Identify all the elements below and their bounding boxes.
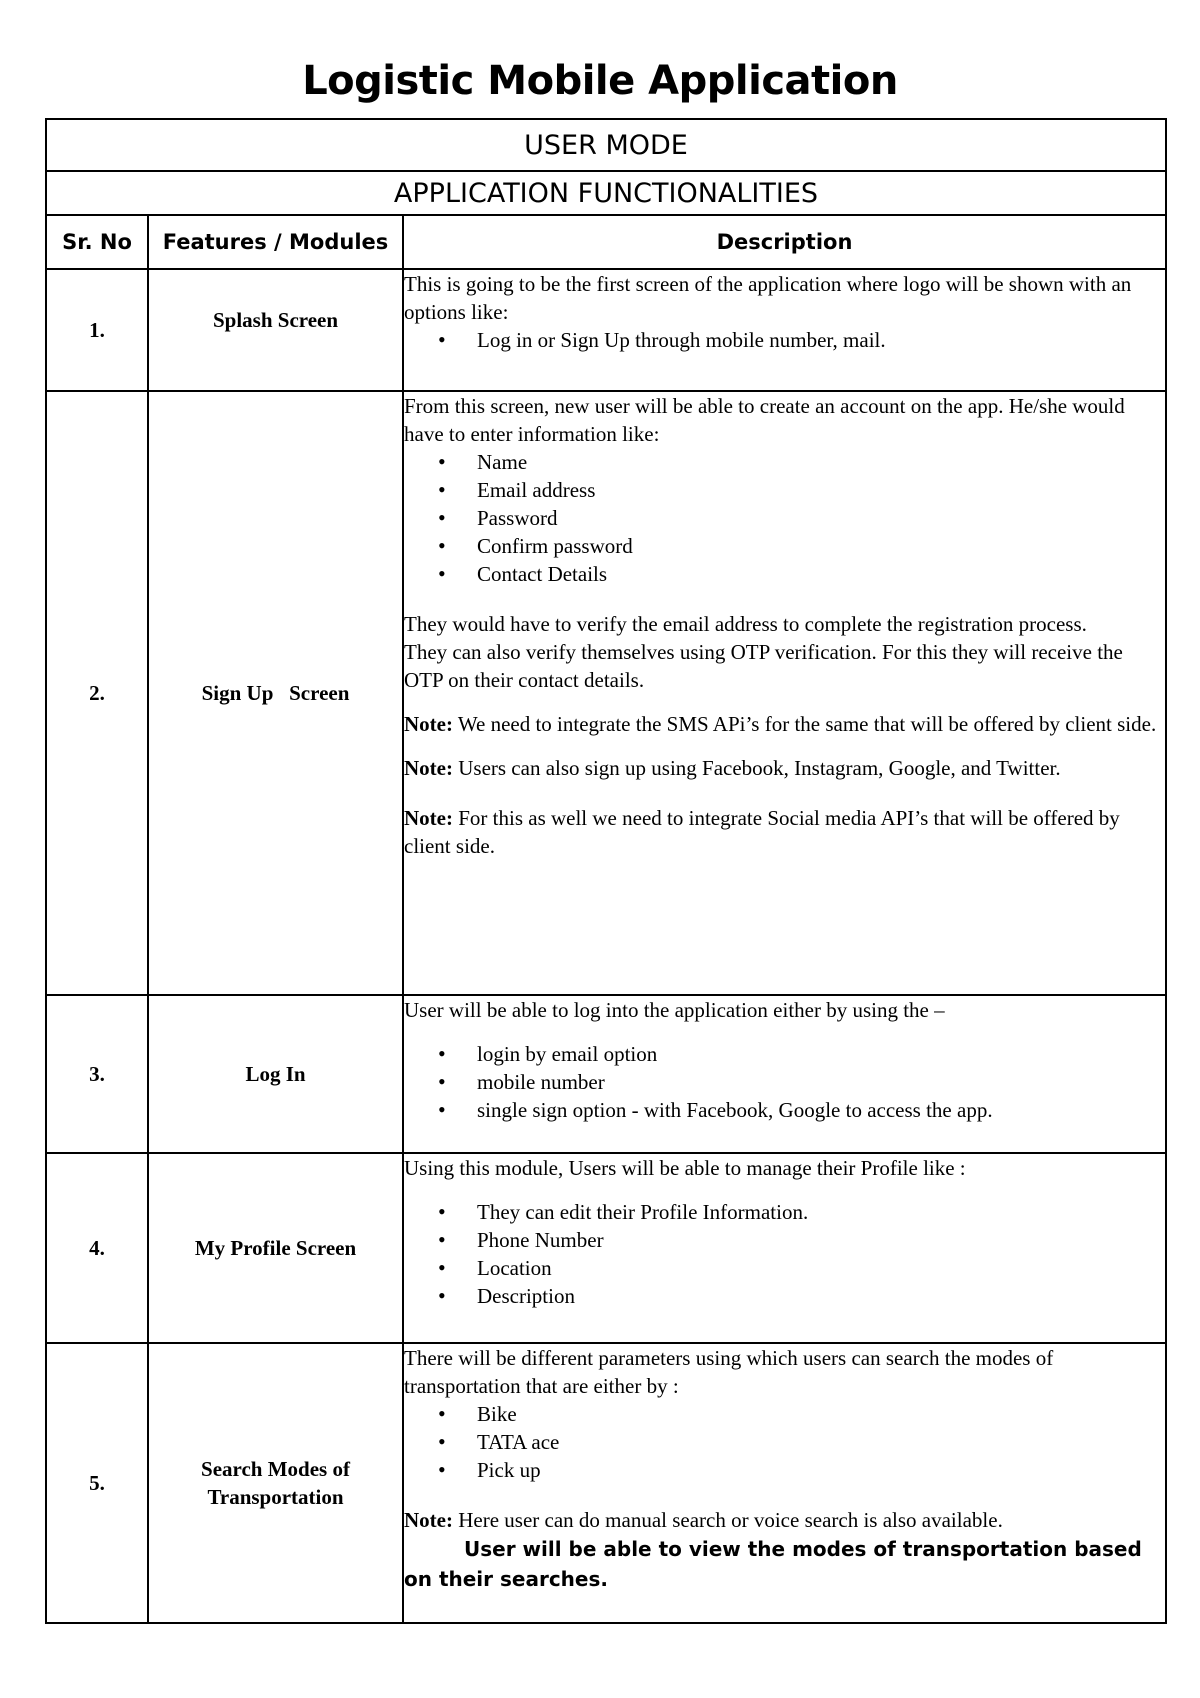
bullet-list [404, 1040, 1165, 1124]
bullet-list [404, 1198, 1165, 1310]
list-item: • Bike [404, 1400, 1165, 1428]
bullet-list [404, 1400, 1165, 1484]
table-row [46, 391, 1166, 995]
note-paragraph [404, 710, 1165, 738]
list-item: • mobile number [404, 1068, 1165, 1096]
note-paragraph [404, 754, 1165, 782]
row-number: 5. [46, 1343, 148, 1623]
feature-name [148, 269, 403, 391]
note-text: Users can also sign up using Facebook, Instagram, Google, and Twitter. [452, 756, 1061, 780]
table-row [46, 1343, 1166, 1623]
description-cell [403, 1153, 1166, 1343]
note-label: Note: [404, 756, 453, 780]
table-row [46, 1153, 1166, 1343]
note-text: We need to integrate the SMS APi’s for the same that will be offered by client side. [452, 712, 1157, 736]
description-intro: There will be different parameters using which users can search the modes of transportation that are either by : [404, 1346, 1054, 1398]
feature-name [148, 1153, 403, 1343]
list-item: • Email address [404, 476, 1165, 504]
row-number: 1. [46, 269, 148, 391]
list-item: • login by email option [404, 1040, 1165, 1068]
column-header-sr: Sr. No [46, 215, 148, 269]
feature-name [148, 995, 403, 1153]
bold-summary: User will be able to view the modes of transportation based on their searches. [404, 1537, 1142, 1591]
list-item: • Name [404, 448, 1165, 476]
row-number: 4. [46, 1153, 148, 1343]
list-item: • single sign option - with Facebook, Google to access the app. [404, 1096, 1165, 1124]
table-row [46, 995, 1166, 1153]
column-header-row [46, 215, 1166, 269]
note-label: Note: [404, 806, 453, 830]
section-header: APPLICATION FUNCTIONALITIES [46, 171, 1166, 215]
feature-label: Search Modes of Transportation [201, 1457, 350, 1509]
list-item: • Location [404, 1254, 1165, 1282]
note-paragraph [404, 804, 1165, 860]
description-intro: This is going to be the first screen of the application where logo will be shown with an options like: [404, 272, 1132, 324]
description-intro: Using this module, Users will be able to manage their Profile like : [404, 1156, 966, 1180]
row-number: 2. [46, 391, 148, 995]
mode-header: USER MODE [46, 119, 1166, 171]
list-item: • Confirm password [404, 532, 1165, 560]
feature-name [148, 1343, 403, 1623]
list-item: • TATA ace [404, 1428, 1165, 1456]
note-text: Here user can do manual search or voice search is also available. [452, 1508, 1003, 1532]
description-intro: From this screen, new user will be able to create an account on the app. He/she would have to enter information like: [404, 394, 1125, 446]
verification-text: They would have to verify the email address to complete the registration process. [404, 612, 1087, 636]
feature-label: Sign Up Screen [201, 681, 350, 705]
list-item: • They can edit their Profile Information. [404, 1198, 1165, 1226]
feature-label: My Profile Screen [194, 1236, 357, 1260]
section-header-row [46, 171, 1166, 215]
feature-label: Splash Screen [212, 308, 339, 332]
list-item: • Phone Number [404, 1226, 1165, 1254]
functionalities-table [45, 118, 1167, 1624]
description-cell [403, 269, 1166, 391]
note-label: Note: [404, 712, 453, 736]
list-item: • Log in or Sign Up through mobile number, mail. [404, 326, 1165, 354]
bullet-list [404, 326, 1165, 354]
note-paragraph [404, 1506, 1165, 1534]
note-text: For this as well we need to integrate Social media API’s that will be offered by client side. [404, 806, 1120, 858]
list-item: • Contact Details [404, 560, 1165, 588]
mode-header-row [46, 119, 1166, 171]
description-cell [403, 995, 1166, 1153]
row-number: 3. [46, 995, 148, 1153]
feature-name [148, 391, 403, 995]
column-header-description: Description [403, 215, 1166, 269]
description-intro: User will be able to log into the application either by using the – [404, 998, 945, 1022]
bullet-list [404, 448, 1165, 588]
feature-label: Log In [245, 1062, 306, 1086]
description-cell [403, 391, 1166, 995]
otp-text: They can also verify themselves using OTP verification. For this they will receive the OTP on their contact details. [404, 640, 1123, 692]
table-row [46, 269, 1166, 391]
list-item: • Pick up [404, 1456, 1165, 1484]
list-item: • Description [404, 1282, 1165, 1310]
column-header-feature: Features / Modules [148, 215, 403, 269]
list-item: • Password [404, 504, 1165, 532]
description-cell [403, 1343, 1166, 1623]
document-title: Logistic Mobile Application [302, 58, 898, 104]
note-label: Note: [404, 1508, 453, 1532]
